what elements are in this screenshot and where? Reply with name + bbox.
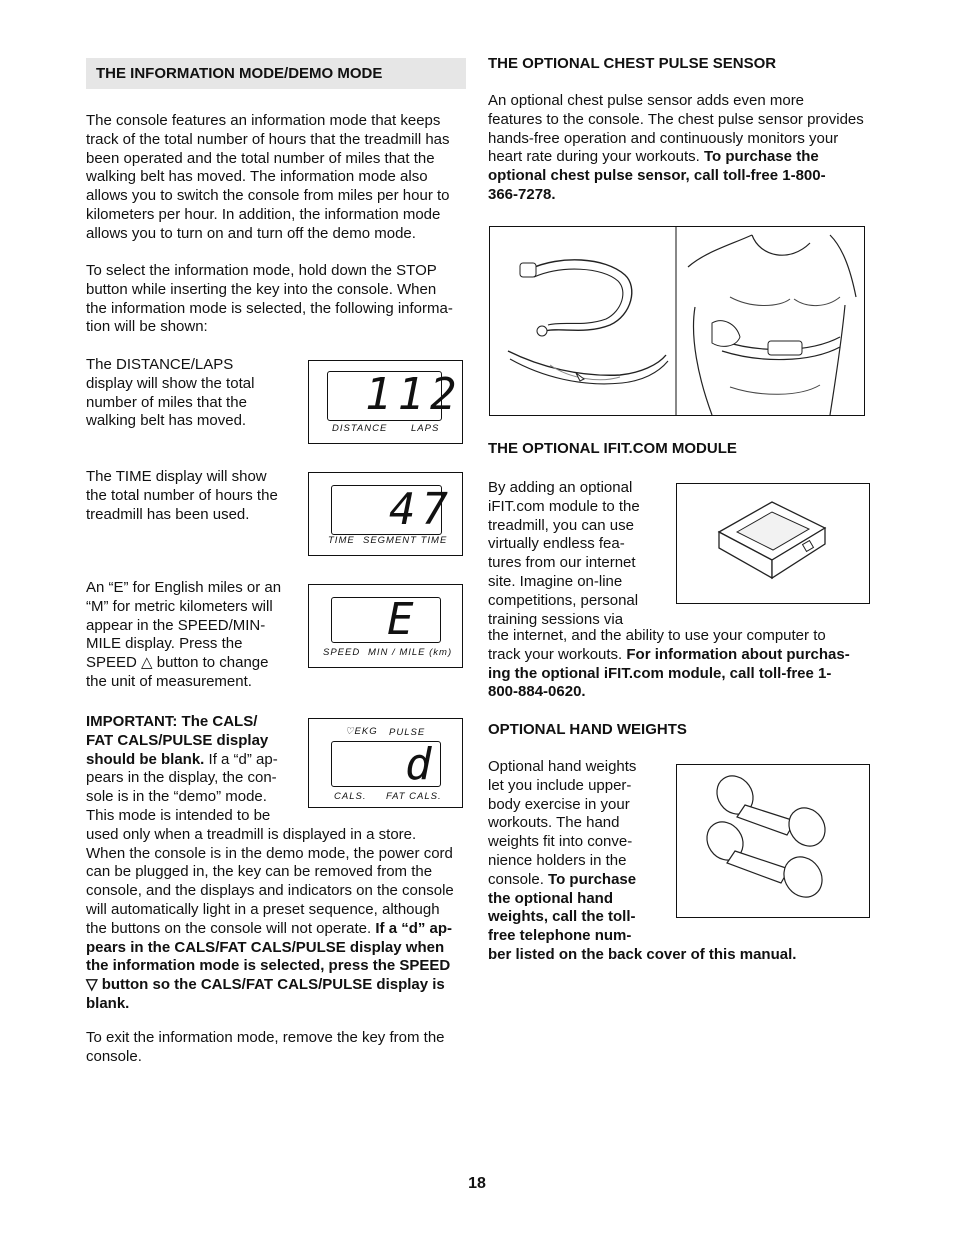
text-line: allows you to switch the console from miles per hour to — [86, 187, 450, 205]
cals-fat-cals-pulse-display — [308, 718, 463, 808]
text-line: virtually endless fea- — [488, 535, 625, 553]
text-line: sole is in the “demo” mode. — [86, 788, 267, 806]
time-display — [308, 472, 463, 556]
text-line: free telephone num- — [488, 927, 632, 945]
text-line: By adding an optional — [488, 479, 633, 496]
text-line: hands-free operation and continuously monitors your — [488, 129, 839, 147]
lcd-label-ekg: ♡EKG — [345, 726, 378, 737]
lcd-digits: d — [405, 739, 438, 790]
text-line: the information mode is selected, the following informa- — [86, 299, 453, 317]
time-text — [86, 468, 301, 524]
text-normal: the buttons on the console will not operate. — [86, 919, 376, 937]
text-line: 366-7278. — [488, 185, 556, 203]
text-bold: If a “d” ap- — [375, 919, 453, 937]
exit-text — [86, 1029, 471, 1067]
text-line: 800-884-0620. — [488, 683, 586, 701]
speed-text — [86, 579, 301, 692]
text-line: walking belt has moved. — [86, 412, 247, 430]
lcd-label-segment-time: SEGMENT TIME — [363, 535, 448, 546]
text-line: workouts. The hand — [488, 814, 620, 832]
hand-weights-illustration — [676, 764, 870, 918]
text-normal: heart rate during your workouts. — [488, 148, 704, 166]
text-line: To exit the information mode, remove the key from the — [86, 1029, 445, 1046]
text-line: features to the console. The chest pulse sensor provides — [488, 110, 864, 128]
lcd-label-cals: CALS. — [334, 791, 367, 802]
heading-ifit-module: THE OPTIONAL IFIT.COM MODULE — [488, 440, 737, 457]
text-line: When the console is in the demo mode, the power cord — [86, 844, 453, 862]
text-bold: FAT CALS/PULSE display — [86, 731, 269, 749]
text-line: MILE display. Press the — [86, 635, 243, 653]
text-line: ing the optional iFIT.com module, call toll-free 1- — [488, 664, 832, 682]
info-mode-select — [86, 262, 471, 337]
chest-sensor-illustration — [489, 226, 865, 416]
text-line: SPEED △ button to change — [86, 654, 269, 672]
text-line: blank. — [86, 994, 130, 1012]
text-line: training sessions via — [488, 610, 624, 628]
text-line: iFIT.com module to the — [488, 497, 640, 515]
text-line: weights, call the toll- — [488, 908, 636, 926]
heading-hand-weights: OPTIONAL HAND WEIGHTS — [488, 721, 687, 738]
text-line: ber listed on the back cover of this manual. — [488, 945, 797, 963]
lcd-digits: 112 — [365, 369, 463, 420]
text-line: “M” for metric kilometers will — [86, 597, 273, 615]
text-line: the unit of measurement. — [86, 672, 252, 690]
text-line: competitions, personal — [488, 591, 639, 609]
text-line: will automatically light in a preset sequence, although — [86, 900, 440, 918]
text-line — [488, 148, 878, 167]
text-line: site. Imagine on-line — [488, 572, 623, 590]
text-line: walking belt has moved. The information mode also — [86, 168, 428, 186]
text-bold: IMPORTANT: The CALS/ — [86, 713, 258, 730]
text-line: An optional chest pulse sensor adds even more — [488, 92, 805, 109]
lcd-label-distance: DISTANCE — [332, 423, 388, 434]
distance-laps-display — [308, 360, 463, 444]
chest-sensor-text — [488, 92, 878, 205]
ifit-text-wide — [488, 627, 878, 702]
text-line: To select the information mode, hold down the STOP — [86, 262, 437, 279]
text-normal: track your workouts. — [488, 645, 627, 663]
text-line: pears in the CALS/FAT CALS/PULSE display when — [86, 938, 445, 956]
text-bold: To purchase — [548, 870, 637, 888]
text-bold: To purchase the — [703, 148, 819, 166]
text-line: console, and the displays and indicators on the console — [86, 882, 454, 900]
text-line: the internet, and the ability to use your computer to — [488, 627, 826, 644]
text-line: let you include upper- — [488, 776, 632, 794]
lcd-digits: 47 — [389, 484, 454, 535]
text-line: weights fit into conve- — [488, 833, 633, 851]
text-line: the information mode is selected, press the SPEED — [86, 957, 451, 975]
text-line: the total number of hours the — [86, 486, 278, 504]
heading-chest-pulse-sensor: THE OPTIONAL CHEST PULSE SENSOR — [488, 55, 777, 72]
lcd-label-time: TIME — [328, 535, 355, 546]
text-line: number of miles that the — [86, 393, 247, 411]
text-line: This mode is intended to be — [86, 806, 271, 824]
lcd-digits: E — [387, 594, 420, 645]
text-line: The console features an information mode that keeps — [86, 112, 441, 129]
text-line: track of the total number of hours that the treadmill has — [86, 130, 450, 148]
ifit-module-illustration — [676, 483, 870, 604]
ifit-text-narrow — [488, 479, 658, 629]
lcd-label-pulse: PULSE — [389, 727, 426, 738]
hand-weights-image — [677, 765, 869, 917]
section-heading-information-mode — [86, 58, 466, 89]
text-line: the optional hand — [488, 889, 613, 907]
text-line: display will show the total — [86, 374, 255, 392]
text-line: allows you to turn on and turn off the demo mode. — [86, 224, 416, 242]
text-normal: console. — [488, 870, 549, 888]
text-line: tures from our internet — [488, 554, 636, 572]
text-line: The TIME display will show — [86, 468, 267, 485]
text-line — [488, 646, 878, 665]
text-line: button while inserting the key into the console. When — [86, 280, 437, 298]
text-line: appear in the SPEED/MIN- — [86, 616, 266, 634]
text-line: treadmill, you can use — [488, 516, 634, 534]
info-mode-intro — [86, 112, 471, 244]
lcd-label-min-mile: MIN / MILE (km) — [368, 647, 453, 658]
text-line: body exercise in your — [488, 795, 630, 813]
distance-laps-text — [86, 356, 301, 431]
text-line: ▽ button so the CALS/FAT CALS/PULSE display is — [86, 976, 445, 994]
text-line: been operated and the total number of miles that the — [86, 149, 435, 167]
text-line — [86, 920, 471, 939]
text-bold: For information about purchas- — [626, 645, 850, 663]
text-line: treadmill has been used. — [86, 505, 250, 523]
text-line: tion will be shown: — [86, 318, 208, 336]
text-line: optional chest pulse sensor, call toll-free 1-800- — [488, 167, 826, 185]
text-line: The DISTANCE/LAPS — [86, 356, 234, 373]
text-line: can be plugged in, the key can be removed from the — [86, 863, 433, 881]
p6-rest: If a “d” ap- — [204, 750, 278, 768]
text-line: Optional hand weights — [488, 758, 637, 775]
ifit-module-image — [677, 484, 869, 603]
text-line: console. — [86, 1047, 142, 1065]
lcd-screen — [331, 594, 441, 645]
text-line: used only when a treadmill is displayed in a store. — [86, 825, 417, 843]
chest-strap-image — [490, 227, 864, 415]
text-line: kilometers per hour. In addition, the information mode — [86, 205, 441, 223]
lcd-label-fat-cals: FAT CALS. — [386, 791, 442, 802]
text-line: pears in the display, the con- — [86, 769, 277, 787]
lcd-label-speed: SPEED — [323, 647, 361, 658]
text-line: nience holders in the — [488, 851, 627, 869]
page-number: 18 — [468, 1175, 486, 1192]
speed-display — [308, 584, 463, 668]
heading-text: THE INFORMATION MODE/DEMO MODE — [96, 65, 383, 82]
text-bold: should be blank. — [86, 750, 205, 768]
text-line: An “E” for English miles or an — [86, 579, 282, 596]
lcd-label-laps: LAPS — [411, 423, 440, 434]
